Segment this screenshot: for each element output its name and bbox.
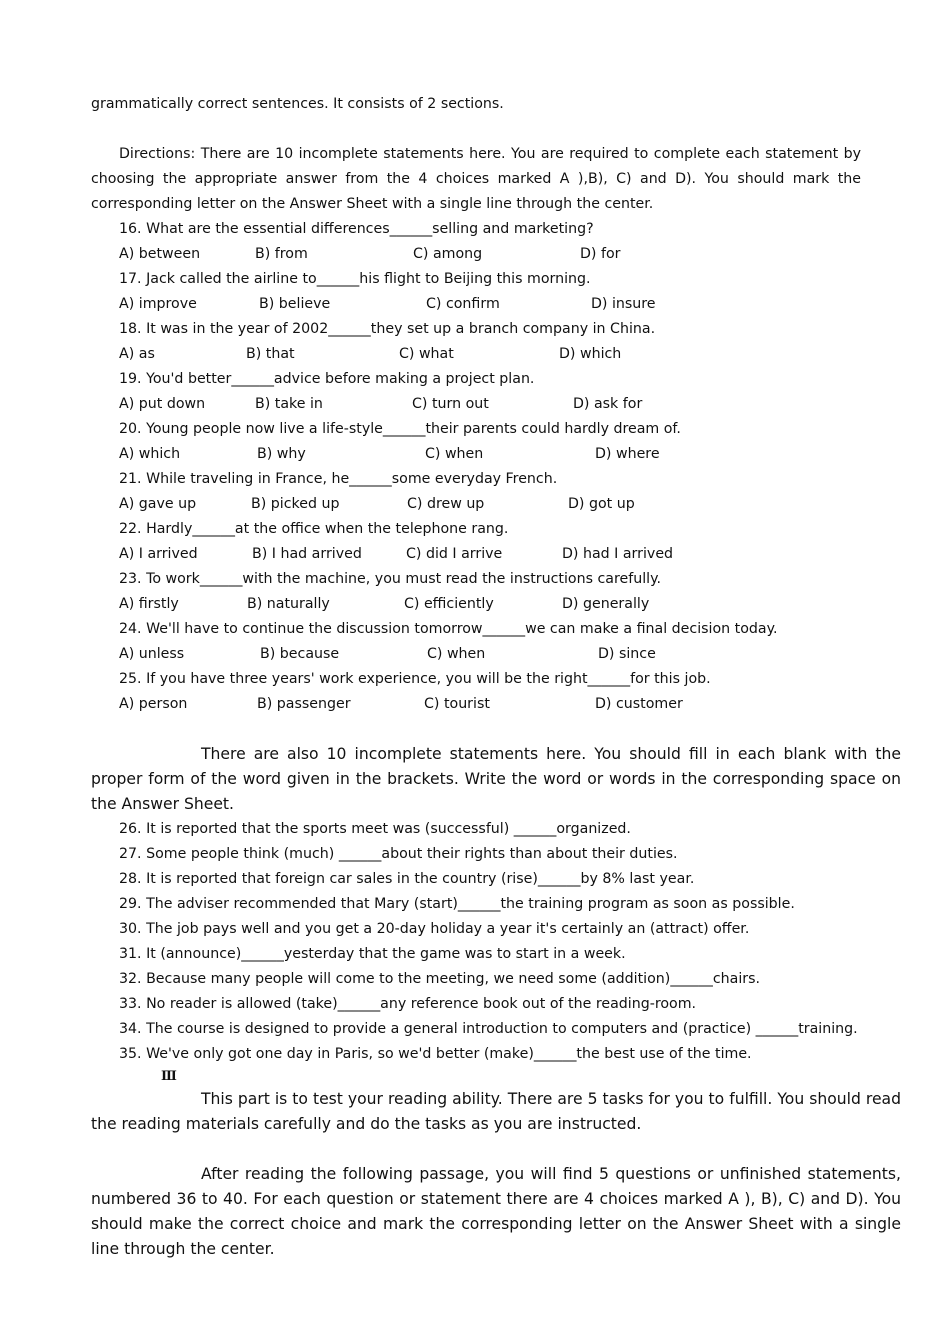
fill-question: 33. No reader is allowed (take)______any reference book out of the reading-room. xyxy=(119,996,697,1012)
fill-question: 34. The course is designed to provide a general introduction to computers and (practice) ______training. xyxy=(119,1021,858,1037)
question-stem: 22. Hardly______at the office when the telephone rang. xyxy=(119,521,509,537)
part-numeral: Ⅲ xyxy=(161,1069,177,1084)
answer-options xyxy=(91,392,861,417)
question-stem: 21. While traveling in France, he______some everyday French. xyxy=(119,471,558,487)
option-a: A) which xyxy=(119,446,181,462)
option-d: D) where xyxy=(595,446,660,462)
option-c: C) when xyxy=(427,646,486,662)
option-d: D) customer xyxy=(595,696,683,712)
fill-question: 27. Some people think (much) ______about their rights than about their duties. xyxy=(119,846,678,862)
fill-question: 28. It is reported that foreign car sales in the country (rise)______by 8% last year. xyxy=(119,871,695,887)
option-c: C) confirm xyxy=(426,296,500,312)
question-stem: 23. To work______with the machine, you must read the instructions carefully. xyxy=(119,571,661,587)
option-d: D) ask for xyxy=(573,396,643,412)
option-d: D) got up xyxy=(568,496,635,512)
option-b: B) take in xyxy=(255,396,323,412)
exam-page xyxy=(91,92,901,1262)
answer-options xyxy=(91,642,861,667)
question-stem: 24. We'll have to continue the discussion tomorrow______we can make a final decision today. xyxy=(119,621,778,637)
option-b: B) that xyxy=(246,346,295,362)
option-c: C) tourist xyxy=(424,696,490,712)
fill-in-list xyxy=(91,817,861,1067)
option-d: D) generally xyxy=(562,596,650,612)
directions-section-a: Directions: There are 10 incomplete statements here. You are required to complete each statement by choosing the appropriate answer from the 4 choices marked A ),B), C) and D). You should mark the corresponding letter on the Answer Sheet with a single line through the center. xyxy=(91,146,861,212)
option-a: A) improve xyxy=(119,296,197,312)
fill-question: 32. Because many people will come to the meeting, we need some (addition)______chairs. xyxy=(119,971,761,987)
option-a: A) as xyxy=(119,346,155,362)
option-a: A) person xyxy=(119,696,188,712)
option-a: A) between xyxy=(119,246,201,262)
question-stem: 25. If you have three years' work experience, you will be the right______for this job. xyxy=(119,671,711,687)
question-stem: 19. You'd better______advice before making a project plan. xyxy=(119,371,535,387)
fill-question: 35. We've only got one day in Paris, so we'd better (make)______the best use of the time. xyxy=(119,1046,752,1062)
option-d: D) since xyxy=(598,646,656,662)
option-a: A) unless xyxy=(119,646,185,662)
option-d: D) for xyxy=(580,246,621,262)
option-c: C) when xyxy=(425,446,484,462)
directions-section-b: There are also 10 incomplete statements here. You should fill in each blank with the proper form of the word given in the brackets. Write the word or words in the corresponding space on the Answer Sheet. xyxy=(91,745,901,813)
answer-options xyxy=(91,292,861,317)
option-b: B) naturally xyxy=(247,596,330,612)
option-c: C) what xyxy=(399,346,454,362)
option-c: C) among xyxy=(413,246,483,262)
option-d: D) which xyxy=(559,346,622,362)
option-a: A) firstly xyxy=(119,596,179,612)
answer-options xyxy=(91,692,861,717)
fill-question: 31. It (announce)______yesterday that the game was to start in a week. xyxy=(119,946,626,962)
option-a: A) put down xyxy=(119,396,206,412)
intro-line: grammatically correct sentences. It consists of 2 sections. xyxy=(91,96,504,112)
answer-options xyxy=(91,242,861,267)
answer-options xyxy=(91,442,861,467)
answer-options xyxy=(91,492,861,517)
answer-options xyxy=(91,342,861,367)
option-c: C) efficiently xyxy=(404,596,494,612)
option-b: B) from xyxy=(255,246,308,262)
option-d: D) insure xyxy=(591,296,656,312)
option-c: C) drew up xyxy=(407,496,485,512)
multiple-choice-list xyxy=(91,217,861,717)
fill-question: 29. The adviser recommended that Mary (start)______the training program as soon as possible. xyxy=(119,896,795,912)
option-b: B) because xyxy=(260,646,340,662)
question-stem: 18. It was in the year of 2002______they set up a branch company in China. xyxy=(119,321,656,337)
option-c: C) turn out xyxy=(412,396,489,412)
option-b: B) believe xyxy=(259,296,331,312)
option-a: A) I arrived xyxy=(119,546,198,562)
option-d: D) had I arrived xyxy=(562,546,674,562)
answer-options xyxy=(91,592,861,617)
part3-intro: This part is to test your reading ability. There are 5 tasks for you to fulfill. You should read the reading materials carefully and do the tasks as you are instructed. xyxy=(91,1090,901,1133)
option-b: B) why xyxy=(257,446,306,462)
answer-options xyxy=(91,542,861,567)
option-c: C) did I arrive xyxy=(406,546,503,562)
question-stem: 20. Young people now live a life-style______their parents could hardly dream of. xyxy=(119,421,681,437)
task-directions: After reading the following passage, you will find 5 questions or unfinished statements, numbered 36 to 40. For each question or statement there are 4 choices marked A ), B), C) and D). You should make the correct choice and mark the corresponding letter on the Answer Sheet with a single line through the center. xyxy=(91,1165,901,1258)
option-b: B) I had arrived xyxy=(252,546,362,562)
option-b: B) passenger xyxy=(257,696,351,712)
option-b: B) picked up xyxy=(251,496,340,512)
fill-question: 30. The job pays well and you get a 20-day holiday a year it's certainly an (attract) offer. xyxy=(119,921,750,937)
question-stem: 17. Jack called the airline to______his flight to Beijing this morning. xyxy=(119,271,591,287)
option-a: A) gave up xyxy=(119,496,197,512)
question-stem: 16. What are the essential differences______selling and marketing? xyxy=(119,221,594,237)
fill-question: 26. It is reported that the sports meet was (successful) ______organized. xyxy=(119,821,631,837)
